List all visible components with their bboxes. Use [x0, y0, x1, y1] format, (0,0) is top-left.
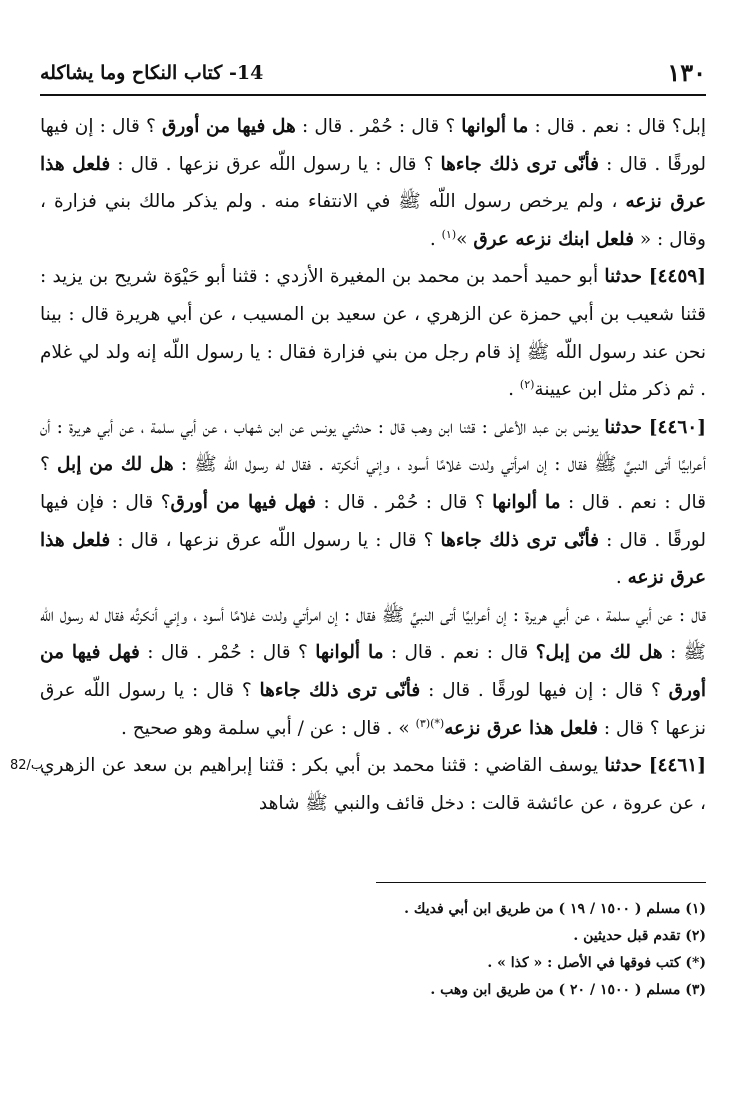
footnote-marker: (*)(٣)	[415, 716, 445, 730]
bold-text: فلعل ابنك نزعه عرق	[473, 228, 634, 250]
bold-text: [٤٤٦٠] حدثنا	[604, 416, 706, 438]
bold-text: [٤٤٦١] حدثنا	[604, 755, 706, 777]
footnote: (٢) تقدم قبل حديثين .	[573, 928, 706, 944]
text-run: .	[508, 379, 520, 401]
hadith-paragraph	[40, 747, 706, 822]
hadith-paragraph	[40, 409, 706, 597]
footnote: (١) مسلم ( ١٥٠٠ / ١٩ ) من طريق ابن أبي فديك .	[404, 901, 706, 917]
footnote: (٣) مسلم ( ١٥٠٠ / ٢٠ ) من طريق ابن وهب .	[430, 982, 706, 998]
margin-folio-note: 82/ب	[10, 758, 44, 773]
bold-text: [٤٤٥٩] حدثنا	[604, 266, 706, 288]
text-run: ، ولم يرخص رسول اللّه ﷺ في الانتفاء منه . ولم يذكر مالك بني فزارة ، وقال : «	[40, 191, 706, 250]
text-run: .	[429, 228, 442, 250]
text-run: أبو حميد أحمد بن محمد بن المغيرة الأزدي : قثنا أبو حَيْوَة شريح بن يزيد : قثنا شعيب بن أبي حمزة عن الزهري ، عن سعيد بن المسيب ، عن أبي هريرة قال : بينا نحن عند رسول اللّه ﷺ إذ قام رجل من بني فزارة فقال : يا رسول اللّه إنه ولد لي غلام . ثم ذكر مثل ابن عيينة	[40, 266, 706, 401]
bold-text: ما ألوانها	[315, 642, 384, 664]
page-header	[40, 58, 706, 96]
text-run: يونس بن عبد الأعلى : قثنا ابن وهب قال : حدثني يونس عن ابن شهاب ، عن أبي سلمة ، عن أبي هريرة : أن أعرابيًا أتى النبيَّ ﷺ فقال : إن امرأتي ولدت غلامًا أسود ، وإني أنكرته . فقال له رسول اللّه ﷺ :	[40, 416, 707, 476]
text-run: ؟ قال : حُمْر . قال :	[316, 491, 493, 513]
footnote-marker: (١)	[441, 227, 457, 241]
bold-text: ما ألوانها	[492, 491, 561, 513]
bold-text: فأنّى ترى ذلك جاءها	[259, 679, 421, 701]
text-run: يوسف القاضي : قثنا محمد بن أبي بكر : قثنا إبراهيم بن سعد عن الزهري ، عن عروة ، عن عائشة قالت : دخل قائف والنبي ﷺ شاهد	[40, 755, 706, 814]
text-run: ؟ قال : إن فيها لورقًا . قال :	[420, 679, 669, 701]
bold-text: هل لك من إبل	[57, 454, 174, 476]
text-run: ؟ قال : إن فيها لورقًا . قال :	[40, 116, 706, 175]
main-text	[40, 108, 706, 822]
chapter-title: 14- كتاب النكاح وما يشاكله	[40, 62, 264, 84]
footnote: (*) كتب فوقها في الأصل : « كذا » .	[487, 955, 706, 971]
footnote-marker: (٢)	[519, 378, 535, 391]
text-run: ؟ قال : حُمْر . قال :	[295, 116, 462, 137]
text-run: ؟ قال : نعم . قال :	[40, 454, 706, 513]
bold-text: فلعل هذا عرق نزعه	[40, 529, 706, 589]
text-run: ؟ قال : يا رسول اللّه عرق نزعها ؟ قال :	[40, 679, 706, 739]
footnote-divider	[376, 882, 706, 883]
bold-text: فلعل هذا عرق نزعه	[444, 717, 598, 739]
hadith-paragraph	[40, 108, 706, 258]
footnotes	[40, 896, 706, 1004]
bold-text: هل لك من إبل؟	[535, 642, 663, 664]
bold-text: فهل فيها من أورق	[40, 642, 706, 701]
bold-text: ما ألوانها	[461, 116, 529, 137]
text-run: »	[456, 228, 474, 250]
text-run: قال : عن أبي سلمة ، عن أبي هريرة : إن أعرابيًا أتى النبيَّ ﷺ فقال : إن امرأتي ولدت غلامًا أسود ، وإني أنكرتُه فقال له رسول اللّه ﷺ :	[40, 604, 706, 664]
text-run: » . قال : عن / أبي سلمة وهو صحيح .	[120, 717, 416, 739]
text-run: ؟ قال : فإن فيها لورقًا . قال :	[40, 491, 706, 551]
bold-text: هل فيها من أورق	[162, 116, 296, 137]
bold-text: فلعل هذا عرق نزعه	[40, 153, 706, 213]
page-number: ١٣٠	[667, 58, 706, 87]
bold-text: فهل فيها من أورق	[170, 491, 316, 513]
text-run: ؟ قال : يا رسول اللّه عرق نزعها . قال :	[110, 153, 441, 175]
text-run: ؟ قال : يا رسول اللّه عرق نزعها ، قال :	[110, 529, 441, 551]
text-run: إبل؟ قال : نعم . قال :	[528, 116, 706, 137]
text-run: قال : نعم . قال :	[383, 642, 536, 664]
text-run: ؟ قال : حُمْر . قال :	[139, 642, 316, 664]
text-run: .	[615, 567, 628, 589]
hadith-paragraph	[40, 597, 706, 747]
hadith-paragraph	[40, 258, 706, 408]
bold-text: فأنّى ترى ذلك جاءها	[440, 153, 599, 175]
bold-text: فأنّى ترى ذلك جاءها	[440, 529, 599, 551]
